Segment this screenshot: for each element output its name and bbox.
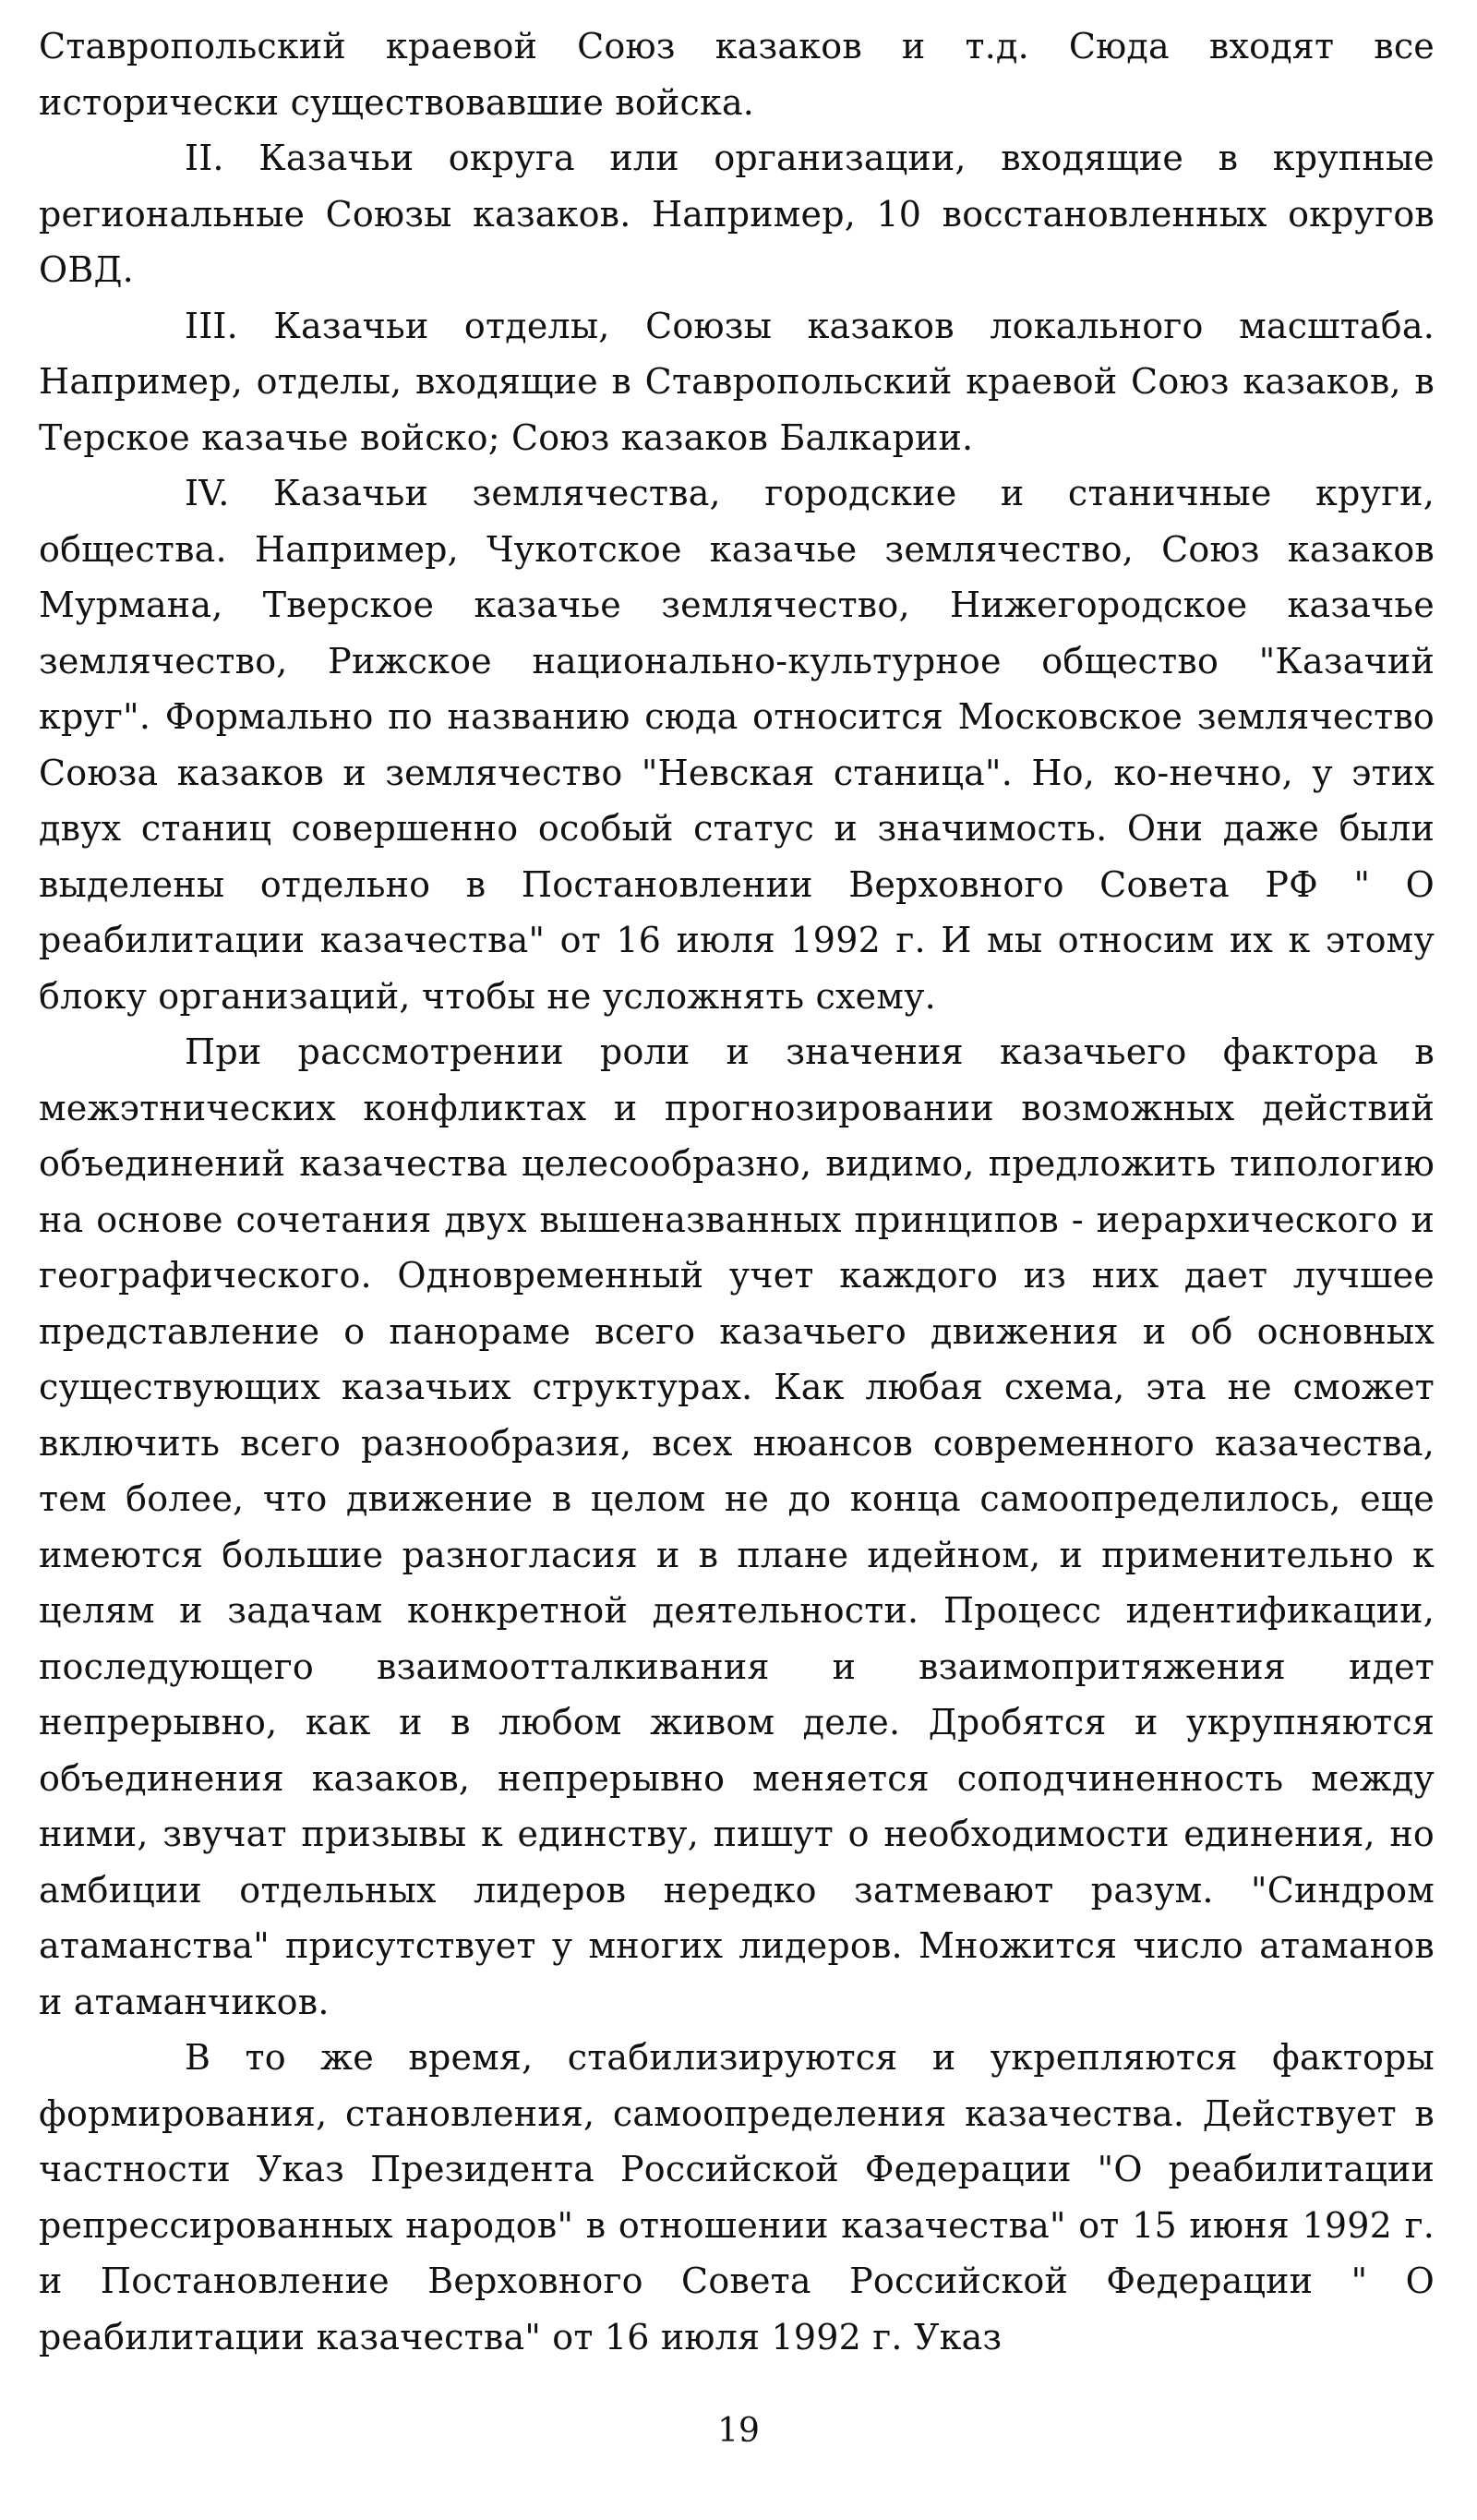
body-text — [39, 18, 1435, 2365]
paragraph-item-ii: II. Казачьи округа или организации, входящие в крупные региональные Союзы казаков. Например, 10 восстановленных округов ОВД. — [39, 138, 1435, 290]
paragraph-item-iii: III. Казачьи отделы, Союзы казаков локального масштаба. Например, отделы, входящие в Ставропольский краевой Союз казаков, в Терское казачье войско; Союз казаков Балкарии. — [39, 305, 1435, 458]
paragraph-continuation: Ставропольский краевой Союз казаков и т.д. Сюда входят все исторически существовавшие войска. — [39, 26, 1435, 123]
page-number: 19 — [717, 2412, 760, 2450]
paragraph-item-iv: IV. Казачьи землячества, городские и станичные круги, общества. Например, Чукотское казачье землячество, Союз казаков Мурмана, Тверское казачье землячество, Нижегородское казачье землячество, Рижское национально-культурное общество "Казачий круг". Формально по названию сюда относится Московское землячество Союза казаков и землячество "Невская станица". Но, ко-нечно, у этих двух станиц совершенно особый статус и значимость. Они даже были выделены отдельно в Постановлении Верховного Совета РФ " О реабилитации казачества" от 16 июля 1992 г. И мы относим их к этому блоку организаций, чтобы не усложнять схему. — [39, 473, 1435, 1017]
paragraph-stabilization: В то же время, стабилизируются и укрепляются факторы формирования, становления, самоопределения казачества. Действует в частности Указ Президента Российской Федерации "О реабилитации репрессированных народов" в отношении казачества" от 15 июня 1992 г. и Постановление Верховного Совета Российской Федерации " О реабилитации казачества" от 16 июля 1992 г. Указ — [39, 2037, 1435, 2357]
paragraph-typology: При рассмотрении роли и значения казачьего фактора в межэтнических конфликтах и прогнозировании возможных действий объединений казачества целесообразно, видимо, предложить типологию на основе сочетания двух вышеназванных принципов - иерархического и географического. Одновременный учет каждого из них дает лучшее представление о панораме всего казачьего движения и об основных существующих казачьих структурах. Как любая схема, эта не сможет включить всего разнообразия, всех нюансов современного казачества, тем более, что движение в целом не до конца самоопределилось, еще имеются большие разногласия и в плане идейном, и применительно к целям и задачам конкретной деятельности. Процесс идентификации, последующего взаимоотталкивания и взаимопритяжения идет непрерывно, как и в любом живом деле. Дробятся и укрупняются объединения казаков, непрерывно меняется соподчиненность между ними, звучат призывы к единству, пишут о необходимости единения, но амбиции отдельных лидеров нередко затмевают разум. "Синдром атаманства" присутствует у многих лидеров. Множится число атаманов и атаманчиков. — [39, 1031, 1435, 2022]
